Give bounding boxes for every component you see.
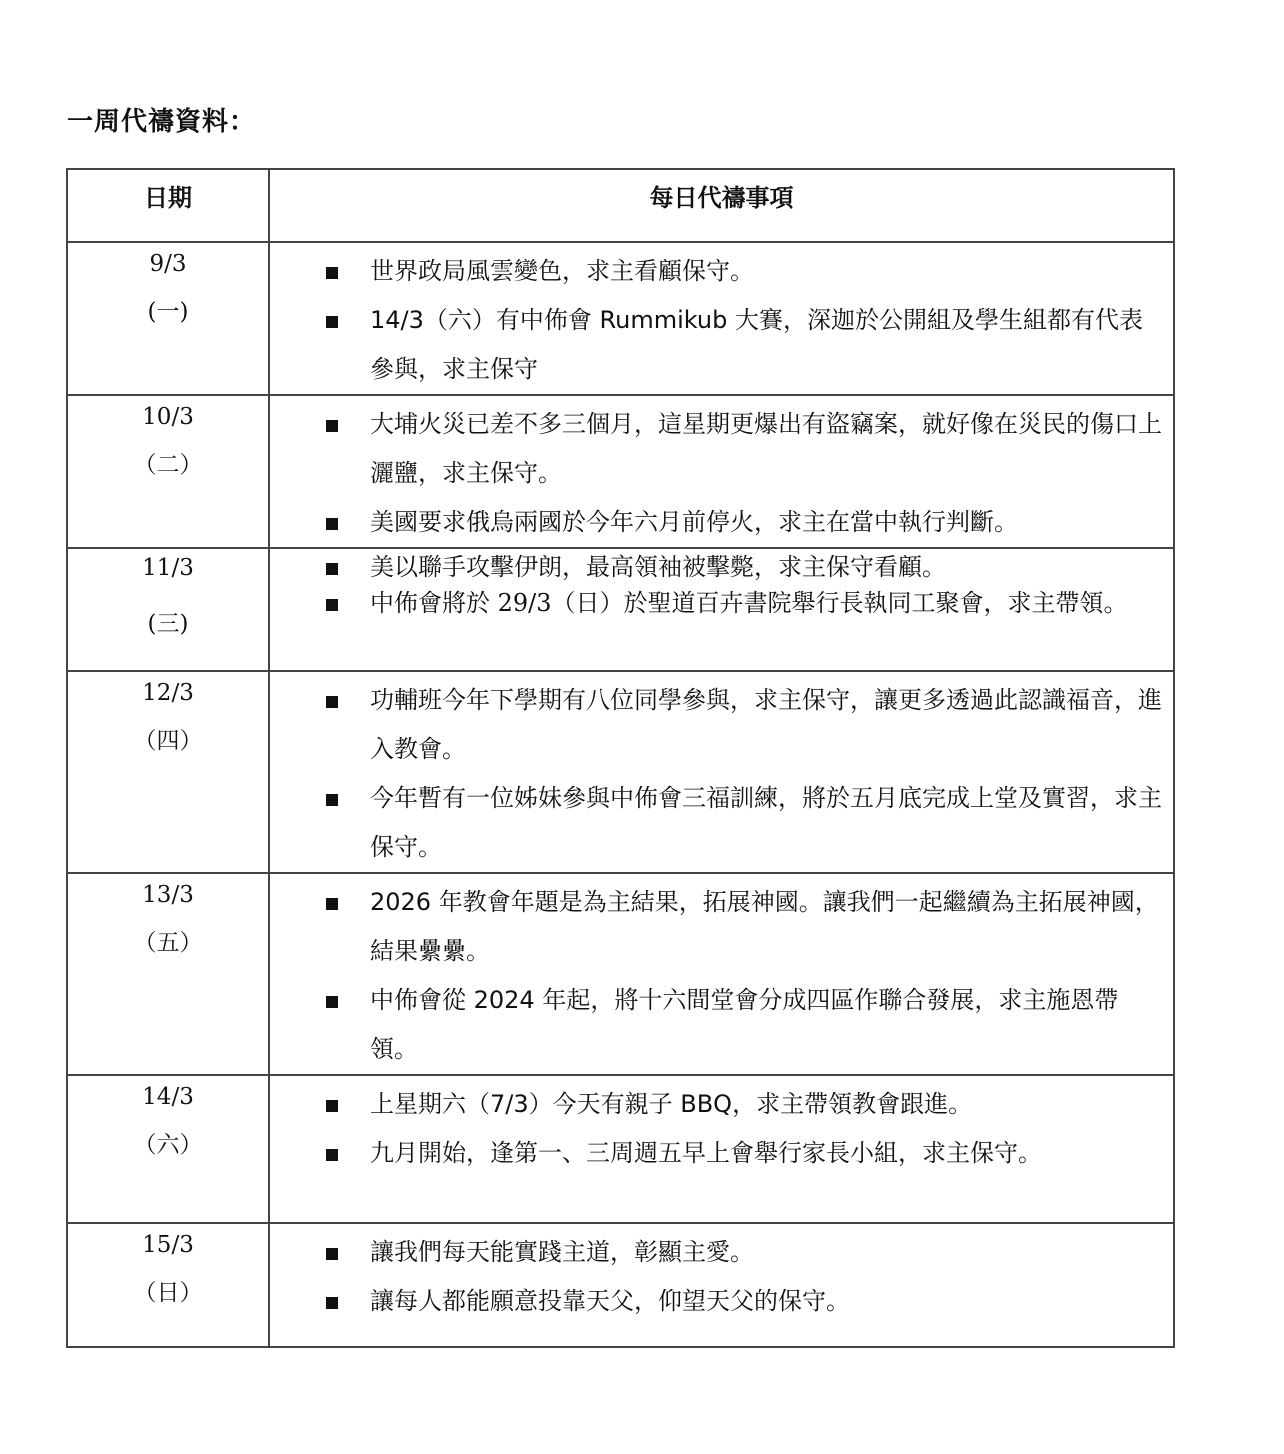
list-item (326, 1277, 1163, 1326)
table-row (67, 548, 1174, 671)
weekday-label: （五） (133, 930, 203, 956)
square-bullet-icon (326, 267, 338, 279)
weekday-label: (一) (147, 299, 189, 325)
square-bullet-icon (326, 1248, 338, 1260)
prayer-item-text: 美以聯手攻擊伊朗，最高領袖被擊斃，求主保守看顧。 (370, 553, 946, 581)
list-item (326, 296, 1163, 394)
weekday-label: （六） (133, 1132, 203, 1158)
table-header-row (67, 169, 1174, 242)
date-cell (67, 873, 269, 1075)
items-cell (269, 395, 1174, 548)
prayer-item-text: 今年暫有一位姊妹參與中佈會三福訓練，將於五月底完成上堂及實習，求主保守。 (370, 784, 1162, 861)
date-label: 9/3 (149, 251, 187, 277)
date-cell (67, 1075, 269, 1223)
prayer-item-text: 功輔班今年下學期有八位同學參與，求主保守，讓更多透過此認識福音，進入教會。 (370, 686, 1162, 763)
header-items: 每日代禱事項 (269, 169, 1174, 242)
prayer-item-text: 世界政局風雲變色，求主看顧保守。 (370, 257, 754, 285)
items-cell (269, 242, 1174, 395)
table-row (67, 873, 1174, 1075)
date-cell (67, 242, 269, 395)
table-row (67, 1075, 1174, 1223)
prayer-item-text: 讓我們每天能實踐主道，彰顯主愛。 (370, 1238, 754, 1266)
prayer-list (270, 874, 1173, 1074)
square-bullet-icon (326, 898, 338, 910)
weekday-label: （四） (133, 728, 203, 754)
prayer-list (270, 243, 1173, 394)
date-cell (67, 548, 269, 671)
items-cell (269, 548, 1174, 671)
prayer-list (270, 396, 1173, 547)
date-label: 10/3 (142, 404, 194, 430)
prayer-list (270, 1224, 1173, 1326)
header-date: 日期 (67, 169, 269, 242)
items-cell (269, 1223, 1174, 1347)
list-item (326, 1129, 1163, 1178)
square-bullet-icon (326, 1149, 338, 1161)
weekday-label: (三) (147, 611, 189, 637)
prayer-item-text: 14/3（六）有中佈會 Rummikub 大賽，深迦於公開組及學生組都有代表參與，求主保守 (370, 306, 1143, 383)
table-row (67, 671, 1174, 873)
date-label: 13/3 (142, 882, 194, 908)
list-item (326, 400, 1163, 498)
prayer-item-text: 上星期六（7/3）今天有親子 BBQ，求主帶領教會跟進。 (370, 1090, 973, 1118)
table-row (67, 1223, 1174, 1347)
square-bullet-icon (326, 563, 338, 575)
prayer-list (270, 549, 1173, 621)
square-bullet-icon (326, 996, 338, 1008)
list-item (326, 549, 1163, 585)
prayer-item-text: 中佈會將於 29/3（日）於聖道百卉書院舉行長執同工聚會，求主帶領。 (370, 589, 1128, 617)
list-item (326, 976, 1163, 1074)
date-cell (67, 1223, 269, 1347)
date-label: 12/3 (142, 680, 194, 706)
date-label: 11/3 (142, 555, 194, 581)
prayer-item-text: 大埔火災已差不多三個月，這星期更爆出有盜竊案，就好像在災民的傷口上灑鹽，求主保守。 (370, 410, 1162, 487)
items-cell (269, 671, 1174, 873)
square-bullet-icon (326, 420, 338, 432)
document-title: 一周代禱資料： (67, 107, 257, 137)
prayer-list (270, 1076, 1173, 1178)
square-bullet-icon (326, 696, 338, 708)
prayer-item-text: 中佈會從 2024 年起，將十六間堂會分成四區作聯合發展，求主施恩帶領。 (370, 986, 1119, 1063)
square-bullet-icon (326, 1297, 338, 1309)
list-item (326, 498, 1163, 547)
prayer-item-text: 美國要求俄烏兩國於今年六月前停火，求主在當中執行判斷。 (370, 508, 1018, 536)
items-cell (269, 1075, 1174, 1223)
list-item (326, 247, 1163, 296)
date-label: 15/3 (142, 1232, 194, 1258)
square-bullet-icon (326, 599, 338, 611)
table-row (67, 395, 1174, 548)
date-cell (67, 395, 269, 548)
prayer-list (270, 672, 1173, 872)
square-bullet-icon (326, 1100, 338, 1112)
square-bullet-icon (326, 316, 338, 328)
items-cell (269, 873, 1174, 1075)
prayer-item-text: 讓每人都能願意投靠天父，仰望天父的保守。 (370, 1287, 850, 1315)
prayer-item-text: 2026 年教會年題是為主結果，拓展神國。讓我們一起繼續為主拓展神國，結果纍纍。 (370, 888, 1159, 965)
list-item (326, 774, 1163, 872)
prayer-table (66, 168, 1175, 1348)
list-item (326, 878, 1163, 976)
list-item (326, 1080, 1163, 1129)
table-row (67, 242, 1174, 395)
date-cell (67, 671, 269, 873)
list-item (326, 1228, 1163, 1277)
list-item (326, 585, 1163, 621)
prayer-item-text: 九月開始，逢第一、三周週五早上會舉行家長小組，求主保守。 (370, 1139, 1042, 1167)
square-bullet-icon (326, 794, 338, 806)
weekday-label: （日） (133, 1280, 203, 1306)
weekday-label: （二） (133, 452, 203, 478)
square-bullet-icon (326, 518, 338, 530)
date-label: 14/3 (142, 1084, 194, 1110)
list-item (326, 676, 1163, 774)
